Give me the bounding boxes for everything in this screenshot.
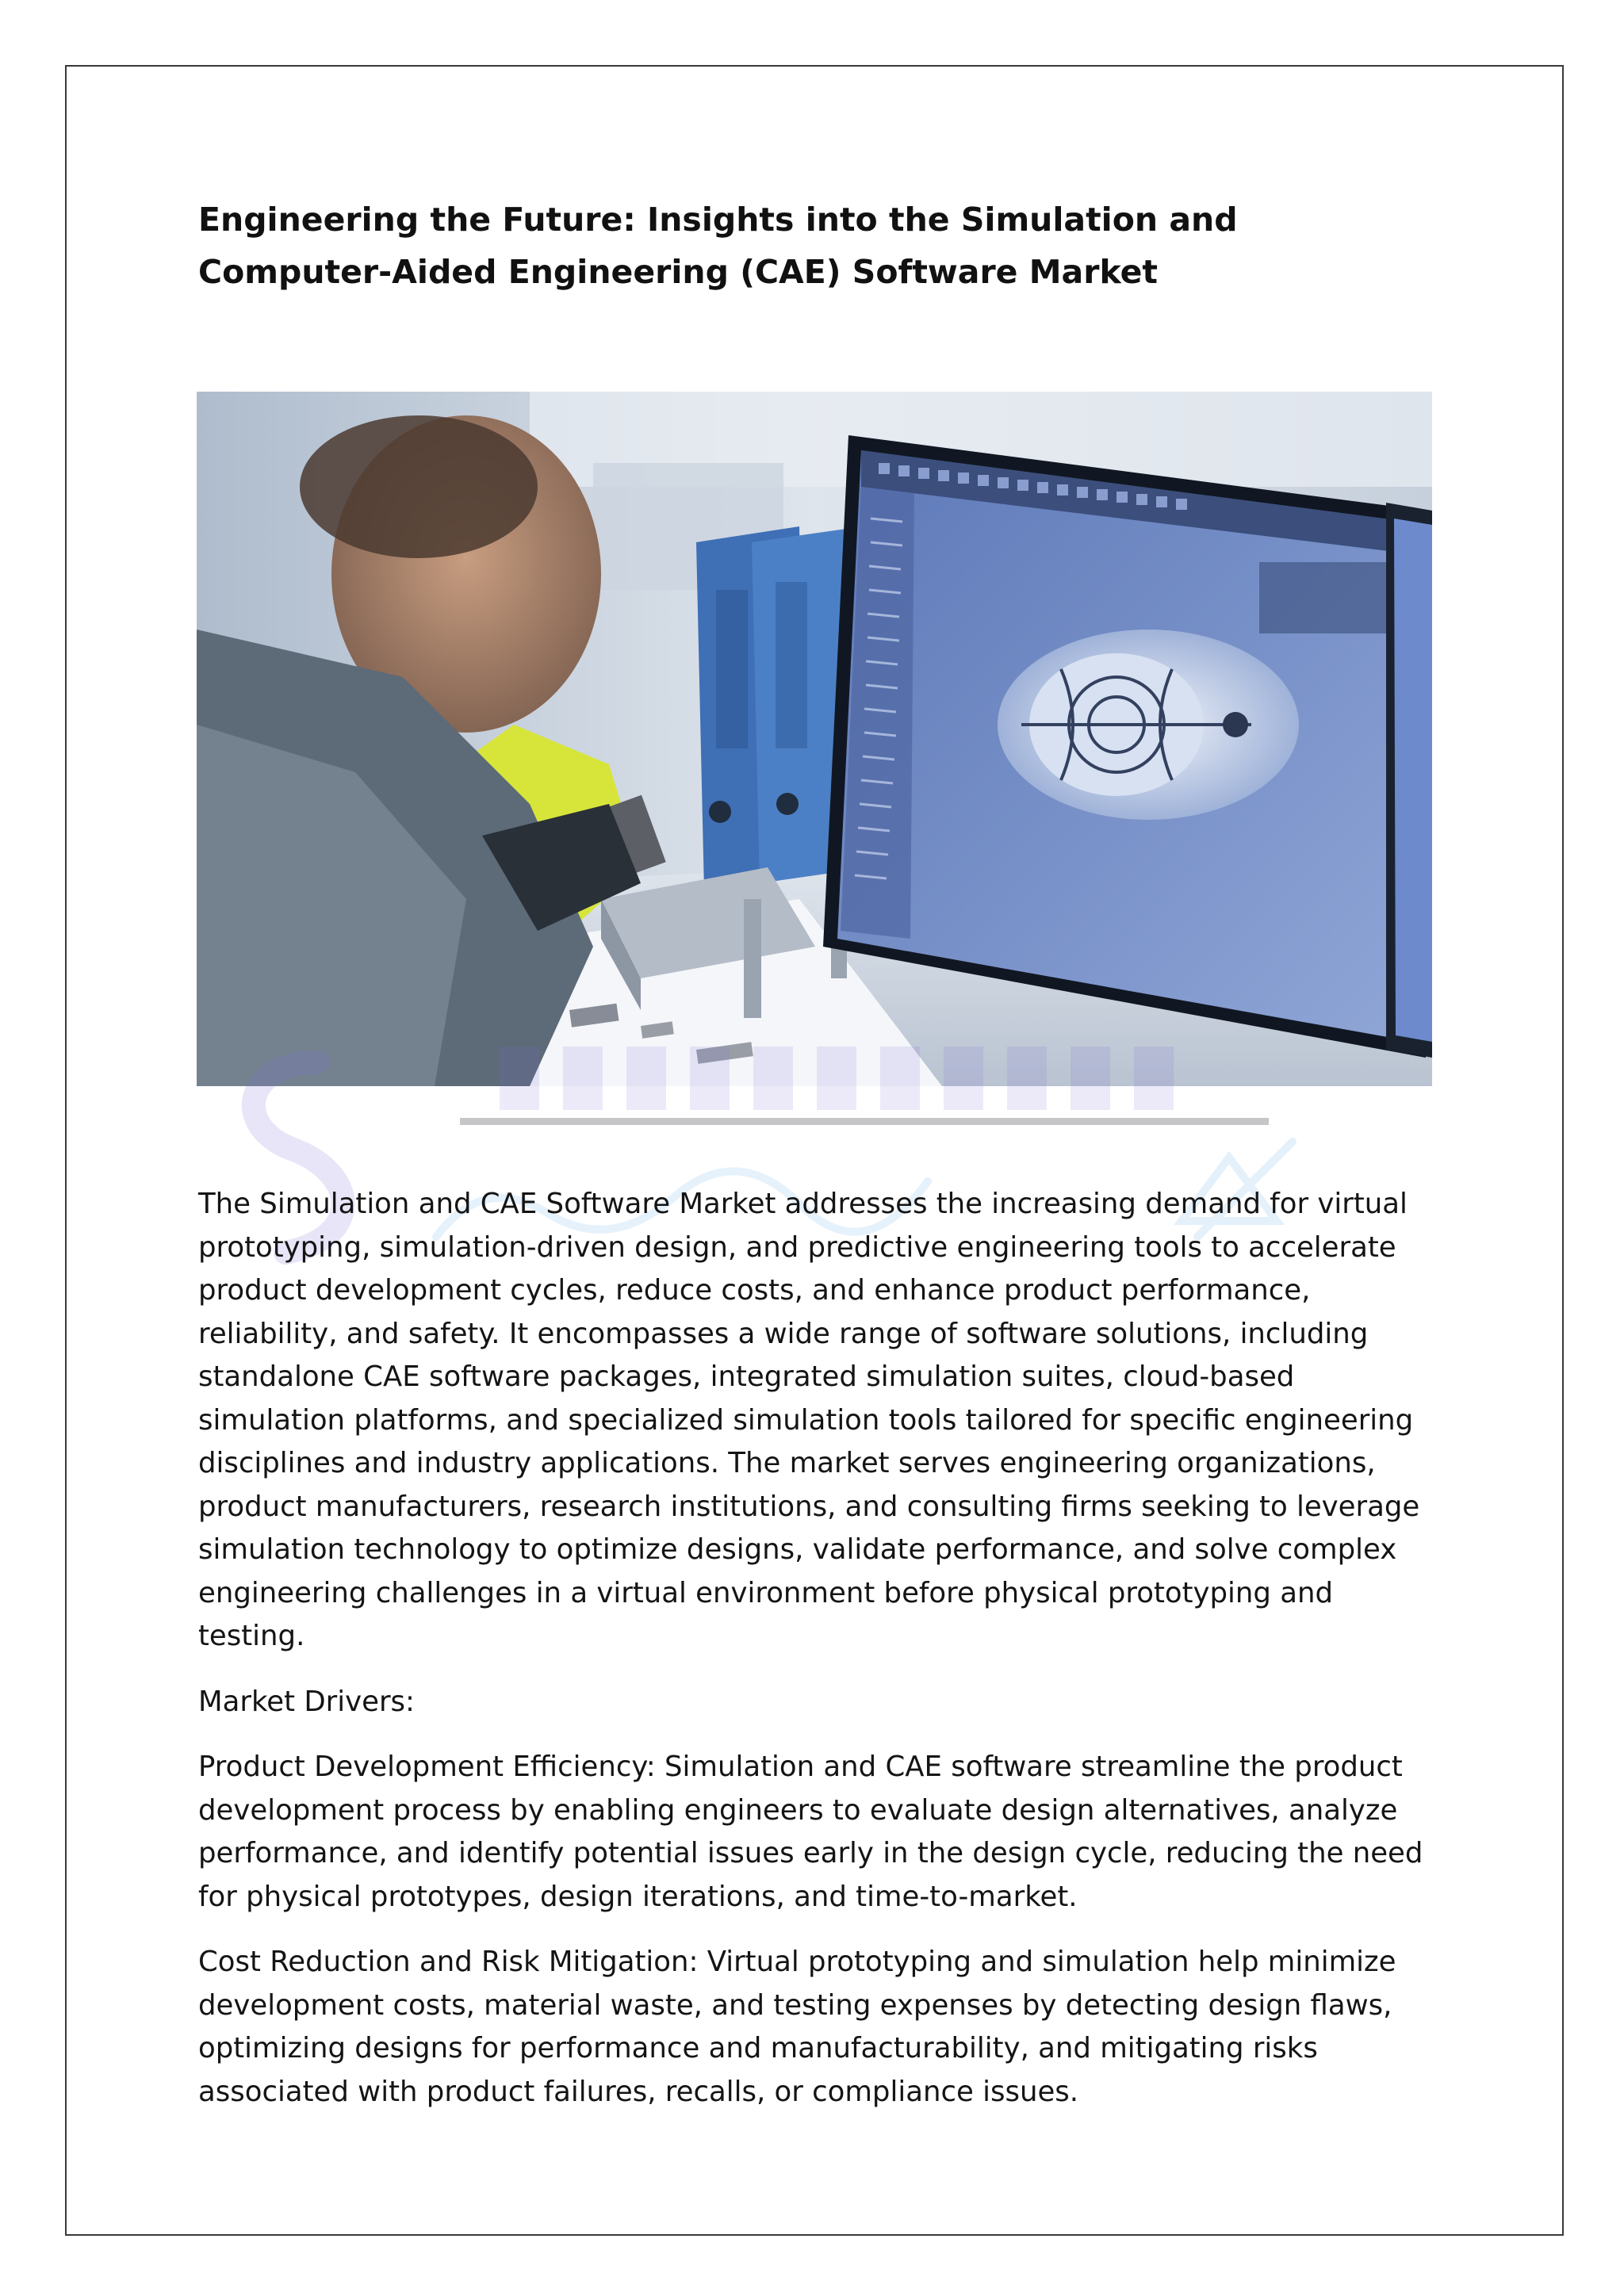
market-drivers-heading: Market Drivers:: [198, 1685, 416, 1718]
document-title: Engineering the Future: Insights into the Simulation and Computer-Aided Engineering (CAE) Software Market: [198, 201, 1238, 291]
driver-product-development-efficiency: Product Development Efficiency: Simulation and CAE software streamline the product development process by enabling engineers to evaluate design alternatives, analyze performance, and identify potential issues early in the design cycle, reducing the need for physical prototypes, design iterations, and time-to-market.: [198, 1751, 1423, 1913]
hero-image: [197, 392, 1432, 1086]
engineer-at-cae-workstation-photo: [197, 392, 1432, 1086]
intro-paragraph: The Simulation and CAE Software Market addresses the increasing demand for virtual prototyping, simulation-driven design, and predictive engineering tools to accelerate product development cycles, reduce costs, and enhance product performance, reliability, and safety. It encompasses a wide range of software solutions, including standalone CAE software packages, integrated simulation suites, cloud-based simulation platforms, and specialized simulation tools tailored for specific engineering disciplines and industry applications. The market serves engineering organizations, product manufacturers, research institutions, and consulting firms seeking to leverage simulation technology to optimize designs, validate performance, and solve complex engineering challenges in a virtual environment before physical prototyping and testing.: [198, 1188, 1420, 1652]
article-body: [198, 1183, 1435, 2136]
driver-cost-reduction-risk-mitigation: Cost Reduction and Risk Mitigation: Virtual prototyping and simulation help minimize development costs, material waste, and testing expenses by detecting design flaws, optimizing designs for performance and manufacturability, and mitigating risks associated with product failures, recalls, or compliance issues.: [198, 1946, 1396, 2108]
